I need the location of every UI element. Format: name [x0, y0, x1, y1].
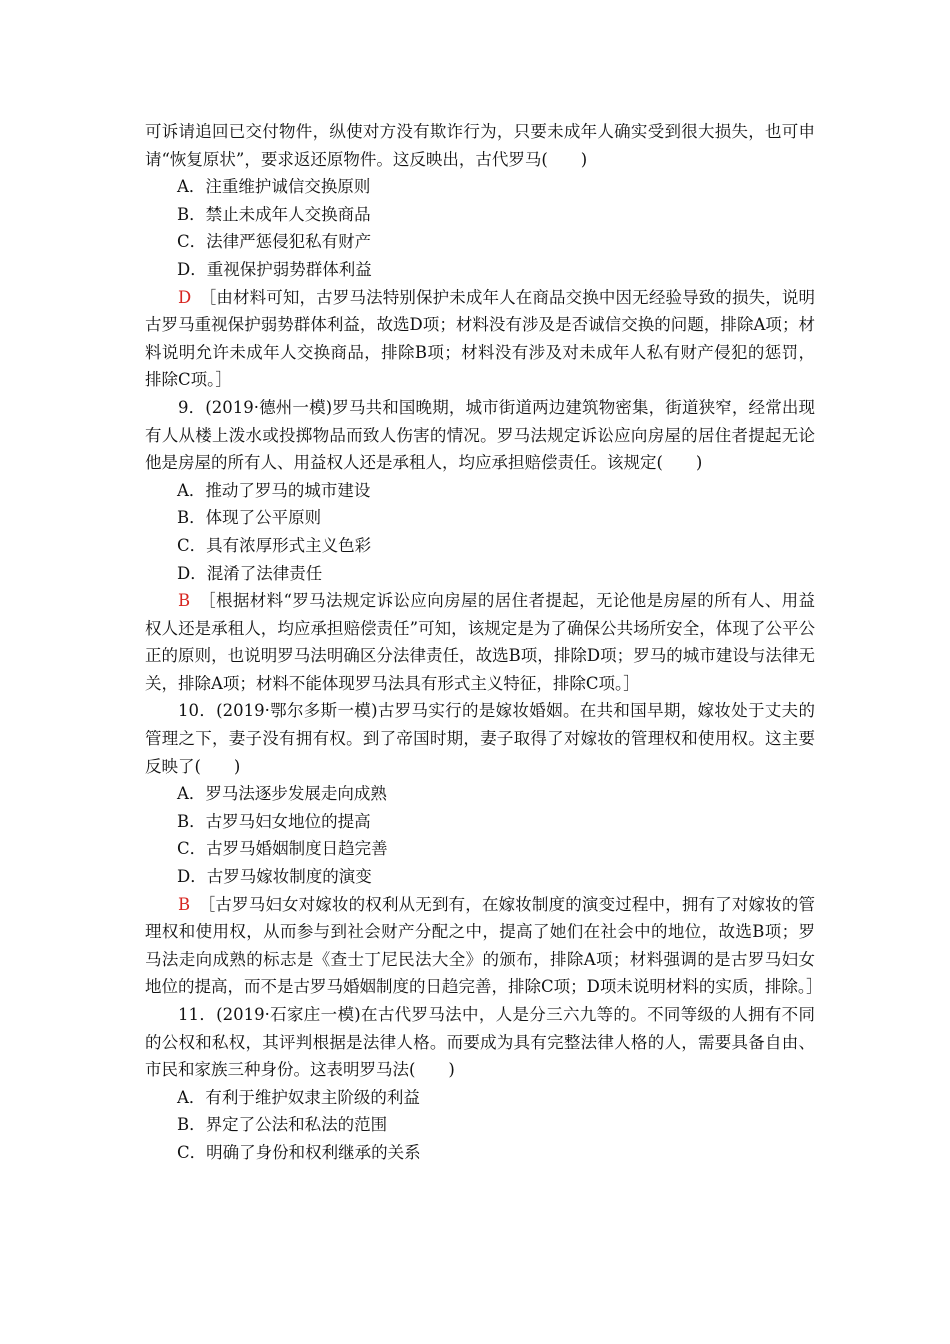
option-a: A．有利于维护奴隶主阶级的利益: [177, 1087, 420, 1107]
question-8-stem-continued: 可诉请追回已交付物件，纵使对方没有欺诈行为，只要未成年人确实受到很大损失，也可申请“恢复原状”，要求返还原物件。这反映出，古代罗马( ): [145, 122, 815, 169]
answer-explanation: [145, 891, 823, 1001]
answer-explanation: [145, 587, 815, 697]
answer-explanation: [145, 284, 815, 394]
option-c: C．明确了身份和权利继承的关系: [177, 1142, 421, 1162]
option-a: A．罗马法逐步发展走向成熟: [177, 784, 387, 804]
option-d: D．重视保护弱势群体利益: [177, 259, 372, 279]
option-c: C．具有浓厚形式主义色彩: [177, 535, 372, 555]
option-d: D．古罗马嫁妆制度的演变: [177, 867, 372, 887]
option-b: B．界定了公法和私法的范围: [177, 1115, 388, 1135]
answer-letter: D: [178, 287, 192, 307]
explanation-text: ［古罗马妇女对嫁妆的权利从无到有，在嫁妆制度的演变过程中，拥有了对嫁妆的管理权和使用权，从而参与到社会财产分配之中，提高了她们在社会中的地位，故选B项；罗马法走向成熟的标志是《查士丁尼民法大全》的颁布，排除A项；材料强调的是古罗马妇女地位的提高，而不是古罗马婚姻制度的日趋完善，排除C项；D项未说明材料的实质，排除。］: [145, 894, 823, 997]
question-10-stem: 10．(2019·鄂尔多斯一模)古罗马实行的是嫁妆婚姻。在共和国早期，嫁妆处于丈夫的管理之下，妻子没有拥有权。到了帝国时期，妻子取得了对嫁妆的管理权和使用权。这主要反映了( ): [145, 701, 815, 776]
option-c: C．法律严惩侵犯私有财产: [177, 232, 372, 252]
option-a: A．推动了罗马的城市建设: [177, 480, 371, 500]
option-d: D．混淆了法律责任: [177, 563, 323, 583]
explanation-text: ［根据材料“罗马法规定诉讼应向房屋的居住者提起，无论他是房屋的所有人、用益权人还是承租人，均应承担赔偿责任”可知，该规定是为了确保公共场所安全，体现了公平公正的原则，也说明罗马法明确区分法律责任，故选B项，排除D项；罗马的城市建设与法律无关，排除A项；材料不能体现罗马法具有形式主义特征，排除C项。］: [145, 591, 816, 693]
option-b: B．古罗马妇女地位的提高: [177, 811, 371, 831]
question-9-stem: 9．(2019·德州一模)罗马共和国晚期，城市街道两边建筑物密集，街道狭窄，经常出现有人从楼上泼水或投掷物品而致人伤害的情况。罗马法规定诉讼应向房屋的居住者提起无论他是房屋的所有人、用益权人还是承租人，均应承担赔偿责任。该规定( ): [145, 397, 815, 473]
answer-letter: B: [178, 894, 191, 914]
document-body: [145, 118, 823, 1167]
option-b: B．体现了公平原则: [177, 508, 322, 528]
option-a: A．注重维护诚信交换原则: [177, 177, 371, 197]
option-b: B．禁止未成年人交换商品: [177, 204, 371, 224]
question-11-stem: 11．(2019·石家庄一模)在古代罗马法中，人是分三六九等的。不同等级的人拥有不同的公权和私权，其评判根据是法律人格。而要成为具有完整法律人格的人，需要具备自由、市民和家族三种身份。这表明罗马法( ): [145, 1005, 815, 1080]
option-c: C．古罗马婚姻制度日趋完善: [177, 839, 388, 859]
explanation-text: ［由材料可知，古罗马法特别保护未成年人在商品交换中因无经验导致的损失，说明古罗马重视保护弱势群体利益，故选D项；材料没有涉及是否诚信交换的问题，排除A项；材料说明允许未成年人交换商品，排除B项；材料没有涉及对未成年人私有财产侵犯的惩罚，排除C项。］: [145, 287, 816, 390]
answer-letter: B: [178, 591, 191, 611]
